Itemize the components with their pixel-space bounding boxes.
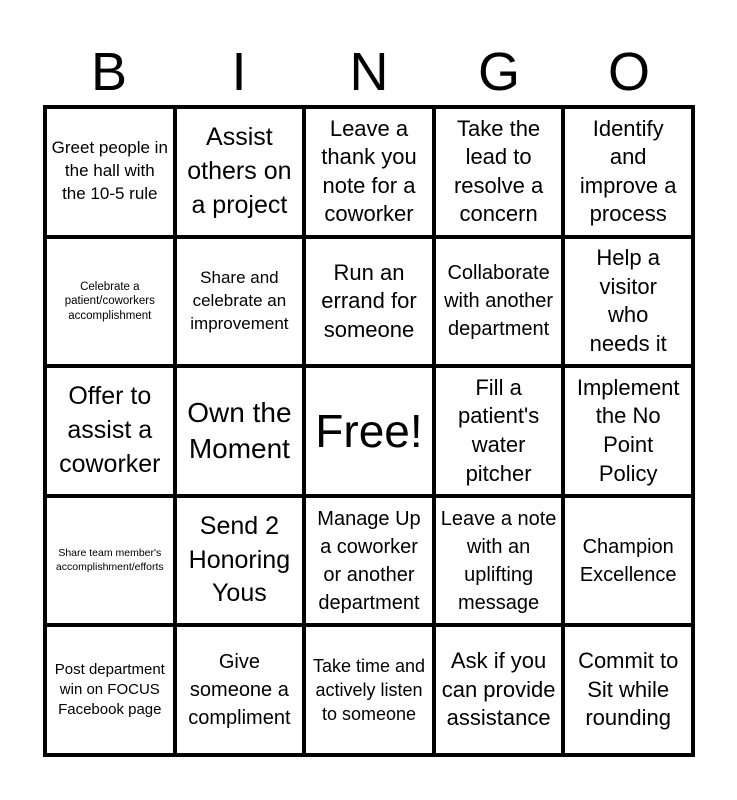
bingo-cell[interactable] — [563, 366, 693, 496]
bingo-cell-text: Ask if you can provide assistance — [441, 648, 556, 731]
bingo-cell[interactable] — [563, 496, 693, 626]
bingo-cell-text: Manage Up a coworker or another department — [317, 507, 421, 614]
bingo-cell-text: Share and celebrate an improvement — [190, 267, 289, 333]
header-letter-n: N — [349, 42, 389, 102]
bingo-cell-text: Assist others on a project — [187, 123, 292, 219]
bingo-cell-text: Celebrate a patient/coworkers accomplishment — [64, 280, 155, 322]
bingo-cell-text: Leave a thank you note for a coworker — [321, 115, 417, 227]
bingo-cell-text: Offer to assist a coworker — [59, 382, 161, 478]
bingo-cell[interactable] — [45, 237, 175, 367]
bingo-cell-text: Send 2 Honoring Yous — [188, 511, 291, 608]
header-letter-i: I — [231, 42, 247, 102]
bingo-cell[interactable] — [45, 107, 175, 237]
bingo-cell[interactable] — [304, 625, 434, 755]
bingo-cell[interactable] — [434, 366, 564, 496]
bingo-cell[interactable] — [563, 237, 693, 367]
header-letter-o: O — [607, 42, 650, 102]
bingo-cell[interactable] — [563, 625, 693, 755]
bingo-cell-text: Identify and improve a process — [579, 115, 677, 227]
bingo-cell-text: Leave a note with an uplifting message — [440, 507, 557, 614]
bingo-cell[interactable] — [563, 107, 693, 237]
bingo-cell-text: Collaborate with another department — [444, 262, 554, 341]
bingo-cell[interactable] — [175, 625, 305, 755]
free-space-cell[interactable] — [304, 366, 434, 496]
bingo-cell-text: Champion Excellence — [579, 535, 677, 586]
bingo-cell[interactable] — [434, 237, 564, 367]
bingo-cell-text: Implement the No Point Policy — [576, 374, 680, 486]
bingo-cell-text: Fill a patient's water pitcher — [457, 374, 540, 486]
bingo-header — [44, 40, 694, 104]
bingo-cell[interactable] — [45, 496, 175, 626]
free-space-text: Free! — [315, 404, 423, 457]
bingo-cell-text: Take time and actively listen to someone — [312, 655, 426, 725]
header-letter-b: B — [90, 42, 128, 102]
bingo-cell[interactable] — [175, 107, 305, 237]
bingo-cell[interactable] — [175, 366, 305, 496]
bingo-cell[interactable] — [175, 237, 305, 367]
bingo-cell-text: Commit to Sit while rounding — [578, 648, 679, 731]
bingo-cell[interactable] — [175, 496, 305, 626]
bingo-cell-text: Share team member's accomplishment/efforts — [55, 547, 164, 573]
bingo-cell[interactable] — [434, 107, 564, 237]
bingo-cell[interactable] — [304, 496, 434, 626]
bingo-cell-text: Own the Moment — [187, 396, 292, 464]
bingo-cell[interactable] — [45, 366, 175, 496]
bingo-cell-text: Help a visitor who needs it — [589, 245, 667, 356]
bingo-cell-text: Greet people in the hall with the 10-5 rule — [51, 138, 168, 204]
header-letter-g: G — [477, 42, 520, 102]
bingo-cell-text: Take the lead to resolve a concern — [453, 115, 544, 227]
bingo-cell-text: Post department win on FOCUS Facebook page — [54, 660, 165, 719]
bingo-cell[interactable] — [434, 496, 564, 626]
bingo-cell[interactable] — [304, 237, 434, 367]
bingo-cell[interactable] — [304, 107, 434, 237]
bingo-cell[interactable] — [434, 625, 564, 755]
bingo-cell-text: Run an errand for someone — [321, 259, 417, 342]
bingo-card-grid — [43, 105, 695, 757]
bingo-cell-text: Give someone a compliment — [188, 651, 291, 730]
bingo-cell[interactable] — [45, 625, 175, 755]
